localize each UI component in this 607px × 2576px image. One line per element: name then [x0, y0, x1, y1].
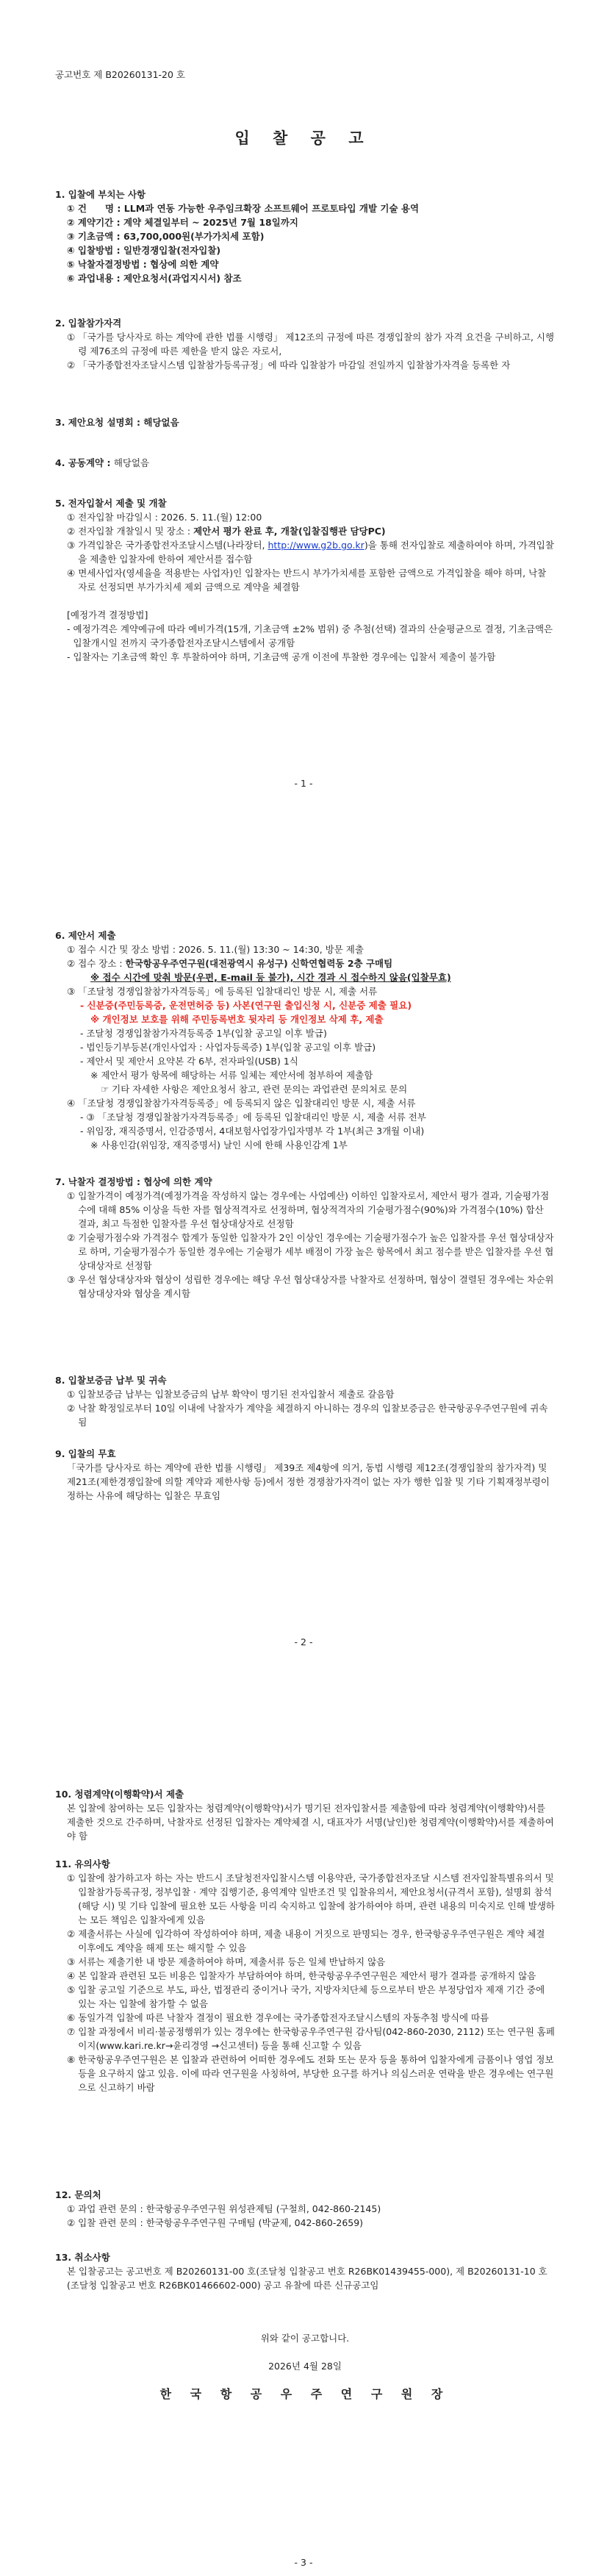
s1-item-winner: ⑤ 낙찰자결정방법 : 협상에 의한 계약: [67, 259, 219, 270]
page-number-2: - 2 -: [294, 1636, 313, 1647]
s6-item-3-privacy-note: ※ 개인정보 보호를 위해 주민등록번호 뒷자리 등 개인정보 삭제 후, 제출: [90, 1014, 384, 1025]
section-1-heading: 1. 입찰에 부치는 사항: [55, 189, 146, 200]
s5-note-2: - 입찰자는 기초금액 확인 후 투찰하여야 하며, 기초금액 공개 이전에 투찰한 경우에는 입찰서 제출이 불가함: [67, 651, 496, 662]
section-10: [55, 1787, 555, 1843]
s11-item-5: ⑤ 입찰 공고일 기준으로 부도, 파산, 법정관리 중이거나 국가, 지방자치단체 등으로부터 받은 부정당업자 제재 기간 중에 있는 자는 입찰에 참가할 수 없음: [67, 1984, 545, 2009]
s6-item-1: ① 접수 시간 및 장소 방법 : 2026. 5. 11.(월) 13:30 ~ 14:30, 방문 제출: [67, 944, 364, 955]
page-title: 입 찰 공 고: [234, 129, 373, 147]
section-10-heading: 10. 청렴계약(이행확약)서 제출: [55, 1789, 184, 1800]
page-number-3: - 3 -: [294, 2557, 313, 2568]
section-7: [55, 1175, 555, 1300]
page-3: [0, 1717, 607, 2576]
s11-item-1: ① 입찰에 참가하고자 하는 자는 반드시 조달청전자입찰시스템 이용약관, 국가종합전자조달 시스템 전자입찰특별유의서 및 입찰참가등록규정, 정부입찰 · 계약 집행기준, 용역계약 일반조건 및 입찰유의서, 제안요청서(규격서 포함), 설명회 참석(해당 시) 및 기타 입찰에 필요한 모든 사항을 미리 숙지하고 입찰에 참가하여야 하며, 관련 내용의 미숙지로 인해 발생하는 모든 책임은 입찰자에게 있음: [67, 1872, 555, 1925]
section-2: [55, 316, 555, 372]
page-1: [0, 0, 607, 859]
s5-note-title: [예정가격 결정방법]: [67, 609, 148, 620]
section-7-heading: 7. 낙찰자 결정방법 : 협상에 의한 계약: [55, 1176, 212, 1187]
s12-contact-bid: ② 입찰 관련 문의 : 한국항공우주연구원 구매팀 (박균제, 042-860-2659): [67, 2217, 364, 2228]
s11-item-8: ⑧ 한국항공우주연구원은 본 입찰과 관련하여 어떠한 경우에도 전화 또는 문자 등을 통하여 입찰자에게 금품이나 영업 정보 등을 요구하지 않고 있음. 이에 따라 연구원을 사칭하여, 부당한 요구를 하거나 의심스러운 연락을 받은 경우에는 연구원으로 신고하기 바람: [67, 2054, 554, 2093]
s6-item-4-doc-1: - ③ 「조달청 경쟁입찰참가자격등록증」에 등록된 입찰대리인 방문 시, 제출 서류 전부: [80, 1112, 426, 1123]
s11-item-3: ③ 서류는 제출기한 내 방문 제출하여야 하며, 제출서류 등은 일체 반납하지 않음: [67, 1956, 386, 1967]
section-3-heading: 3. 제안요청 설명회 :: [55, 417, 144, 428]
closing: [55, 2331, 555, 2401]
s6-item-4-note: ※ 사용인감(위임장, 재직증명서) 날인 시에 한해 사용인감계 1부: [90, 1139, 348, 1151]
s6-item-3-note-1: ※ 제안서 평가 항목에 해당하는 서류 일체는 제안서에 첨부하여 제출함: [90, 1070, 373, 1081]
s1-item-method: ④ 입찰방법 : 일반경쟁입찰(전자입찰): [67, 245, 221, 256]
section-12: [55, 2188, 555, 2230]
s6-item-3-doc-1: - 조달청 경쟁입찰참가자격등록증 1부(입찰 공고일 이후 발급): [80, 1028, 327, 1039]
s11-item-2: ② 제출서류는 사실에 입각하여 작성하여야 하며, 제출 내용이 거짓으로 판명되는 경우, 한국항공우주연구원은 계약 체결 이후에도 계약을 해제 또는 해지할 수 있음: [67, 1928, 545, 1953]
s2-item-1: ① 「국가를 당사자로 하는 계약에 관한 법률 시행령」 제12조의 규정에 따른 경쟁입찰의 참가 자격 요건을 구비하고, 시행령 제76조의 규정에 따른 제한을 받지 않은 자로서,: [67, 332, 555, 357]
section-6-heading: 6. 제안서 제출: [55, 930, 116, 941]
s1-item-amount: ③ 기초금액 : 63,700,000원(부가가치세 포함): [67, 231, 265, 242]
s5-item-1: ① 전자입찰 마감일시 : 2026. 5. 11.(월) 12:00: [67, 512, 262, 523]
s8-item-2: ② 낙찰 확정일로부터 10일 이내에 낙찰자가 계약을 체결하지 아니하는 경우의 입찰보증금은 한국항공우주연구원에 귀속됨: [67, 1403, 548, 1428]
s1-item-content: ⑥ 과업내용 : 제안요청서(과업지시서) 참조: [67, 273, 242, 284]
s6-item-4-doc-2: - 위임장, 재직증명서, 인감증명서, 4대보험사업장가입자명부 각 1부(최근 3개월 이내): [80, 1126, 425, 1137]
s11-item-6: ⑥ 동일가격 입찰에 따른 낙찰자 결정이 필요한 경우에는 국가종합전자조달시스템의 자동추첨 방식에 따름: [67, 2012, 489, 2023]
page-2: [0, 859, 607, 1717]
section-3-value: 해당없음: [143, 417, 179, 428]
section-9-heading: 9. 입찰의 무효: [55, 1448, 116, 1459]
s7-item-3: ③ 우선 협상대상자와 협상이 성립한 경우에는 해당 우선 협상대상자를 낙찰자로 선정하며, 협상이 결렬된 경우에는 차순위 협상대상자와 협상을 계시함: [67, 1274, 554, 1299]
s5-item-4: ④ 면세사업자(영세율을 적용받는 사업자)인 입찰자는 반드시 부가가치세를 포함한 금액으로 가격입찰을 해야 하며, 낙찰자로 선정되면 부가가치세 제외 금액으로 계약을 체결함: [67, 568, 547, 593]
section-11: [55, 1857, 555, 2094]
section-4: [55, 456, 555, 470]
section-8: [55, 1373, 555, 1429]
closing-date: 2026년 4월 28일: [268, 2361, 342, 2372]
s1-item-name: ① 건 명 : LLM과 연동 가능한 우주임크확장 소프트웨어 프로토타입 개발 기술 용역: [67, 203, 420, 214]
s6-item-2: ② 접수 장소 : 한국항공우주연구원(대전광역시 유성구) 신학연협력동 2층 구매팀: [67, 958, 393, 969]
section-11-heading: 11. 유의사항: [55, 1858, 110, 1870]
page-number-1: - 1 -: [294, 778, 313, 789]
section-13: [55, 2250, 555, 2292]
g2b-link[interactable]: http://www.g2b.go.kr: [267, 540, 364, 551]
section-4-heading: 4. 공동계약 :: [55, 457, 114, 468]
closing-announce: 위와 같이 공고합니다.: [260, 2333, 350, 2344]
s9-text: 「국가를 당사자로 하는 계약에 관한 법률 시행령」 제39조 제4항에 의거, 동법 시행령 제12조(경쟁입찰의 참가자격) 및 제21조(제한경쟁입찰에 의할 계약과 제한사항 등)에서 정한 경쟁참가자격이 없는 자가 행한 입찰 및 기타 기획재정부령이 정하는 사유에 해당하는 입찰은 무효임: [67, 1462, 550, 1501]
s5-item-2: ② 전자입찰 개찰일시 및 장소 : 제안서 평가 완료 후, 개찰(입찰집행관 담당PC): [67, 526, 386, 537]
section-9: [55, 1447, 555, 1503]
s11-item-4: ④ 본 입찰과 관련된 모든 비용은 입찰자가 부담하여야 하며, 한국항공우주연구원은 제안서 평가 결과를 공개하지 않음: [67, 1970, 536, 1981]
s6-item-3-note-2: ☞ 기타 자세한 사항은 제안요청서 참고, 관련 문의는 과업관련 문의처로 문의: [101, 1084, 408, 1095]
section-8-heading: 8. 입찰보증금 납부 및 귀속: [55, 1375, 167, 1386]
s1-item-period: ② 계약기간 : 계약 체결일부터 ~ 2025년 7월 18일까지: [67, 217, 298, 228]
s12-contact-task: ① 과업 관련 문의 : 한국항공우주연구원 위성관제팀 (구철희, 042-860-2145): [67, 2203, 381, 2214]
section-6: [55, 929, 555, 1152]
s7-item-1: ① 입찰가격이 예정가격(예정가격을 작성하지 않는 경우에는 사업예산) 이하인 입찰자로서, 제안서 평가 결과, 기술평가점수에 대해 85% 이상을 득한 자를 협상적격자로 선정하며, 협상적격자의 기술평가점수(90%)와 가격점수(10%) 합산 결과, 최고 득점한 입찰자를 우선 협상대상자로 선정함: [67, 1190, 550, 1229]
s6-item-3-doc-2: - 법인등기부등본(개인사업자 : 사업자등록증) 1부(입찰 공고일 이후 발급): [80, 1042, 376, 1053]
s5-item-3: ③ 가격입찰은 국가종합전자조달시스템(나라장터, http://www.g2b.go.kr)을 통해 전자입찰로 제출하여야 하며, 가격입찰을 제출한 입찰자에 한하여 제안서를 접수함: [67, 540, 554, 565]
s5-note-1: - 예정가격은 계약예규에 따라 예비가격(15개, 기초금액 ±2% 범위) 중 추첨(선택) 결과의 산술평균으로 결정, 기초금액은 입찰개시일 전까지 국가종합전자조달시스템에서 공개함: [67, 623, 553, 648]
s6-item-2-note: ※ 접수 시간에 맞춰 방문(우편, E-mail 등 불가), 시간 경과 시 접수하지 않음(입찰무효): [90, 972, 451, 983]
section-5: [55, 496, 555, 664]
section-12-heading: 12. 문의처: [55, 2189, 101, 2200]
s11-item-7: ⑦ 입찰 과정에서 비리·불공정행위가 있는 경우에는 한국항공우주연구원 감사팀(042-860-2030, 2112) 또는 연구원 홈페이지(www.kari.re.kr→윤리경영 →신고센터) 등을 통해 신고할 수 있음: [67, 2026, 555, 2051]
section-13-heading: 13. 취소사항: [55, 2252, 110, 2263]
section-5-heading: 5. 전자입찰서 제출 및 개찰: [55, 498, 167, 509]
section-4-value: 해당없음: [113, 457, 150, 468]
s2-item-2: ② 「국가종합전자조달시스템 입찰참가등록규정」에 따라 입찰참가 마감일 전일까지 입찰참가자격을 등록한 자: [67, 359, 511, 371]
section-3: [55, 415, 555, 429]
s13-text: 본 입찰공고는 공고번호 제 B20260131-00 호(조달청 입찰공고 번호 R26BK01439455-000), 제 B20260131-10 호(조달청 입찰공고 번호 R26BK01466602-000) 공고 유찰에 따른 신규공고임: [67, 2266, 547, 2291]
s8-item-1: ① 입찰보증금 납부는 입찰보증금의 납부 확약이 명기된 전자입찰서 제출로 갈음함: [67, 1389, 395, 1400]
s6-item-4: ④ 「조달청 경쟁입찰참가자격등록증」에 등록되지 않은 입찰대리인 방문 시, 제출 서류: [67, 1098, 416, 1109]
section-1: [55, 187, 555, 285]
s10-text: 본 입찰에 참여하는 모든 입찰자는 청렴계약(이행확약)서가 명기된 전자입찰서를 제출함에 따라 청렴계약(이행확약)서를 제출한 것으로 간주하며, 낙찰자로 선정된 입찰자는 계약체결 시, 대표자가 서명(날인)한 청렴계약(이행확약)서를 제출하여야 함: [67, 1803, 554, 1842]
section-2-heading: 2. 입찰참가자격: [55, 318, 122, 329]
notice-number: 공고번호 제 B20260131-20 호: [55, 69, 185, 80]
s6-item-3-required-id: - 신분증(주민등록증, 운전면허증 등) 사본(연구원 출입신청 시, 신분증 제출 필요): [80, 1000, 412, 1011]
s7-item-2: ② 기술평가점수와 가격점수 합계가 동일한 입찰자가 2인 이상인 경우에는 기술평가점수가 높은 입찰자를 우선 협상대상자로 하며, 기술평가점수가 동일한 경우에는 기술평가 세부 배점이 가장 높은 항목에서 최고 점수를 받은 입찰자를 우선 협상대상자로 선정함: [67, 1232, 554, 1271]
s6-item-3: ③ 「조달청 경쟁입찰참가자격등록」에 등록된 입찰대리인 방문 시, 제출 서류: [67, 986, 378, 997]
issuer-name: 한 국 항 공 우 주 연 구 원 장: [159, 2387, 450, 2401]
s6-item-3-doc-3: - 제안서 및 제안서 요약본 각 6부, 전자파일(USB) 1식: [80, 1056, 298, 1067]
